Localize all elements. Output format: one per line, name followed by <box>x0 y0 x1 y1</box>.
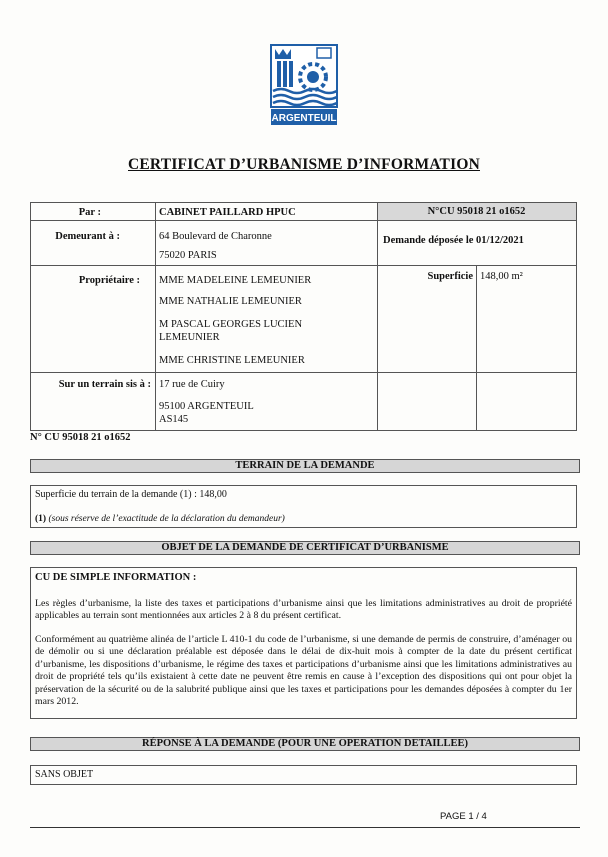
address-line1: 64 Boulevard de Charonne <box>159 231 272 242</box>
cu-number: N°CU 95018 21 o1652 <box>427 206 526 217</box>
objet-section-header: OBJET DE LA DEMANDE DE CERTIFICAT D’URBANISME <box>30 541 580 555</box>
objet-section-box <box>30 567 577 719</box>
demande-deposee: Demande déposée le 01/12/2021 <box>383 235 524 246</box>
superficie-value: 148,00 m² <box>480 271 523 282</box>
terrain-label: Sur un terrain sis à : <box>58 379 151 390</box>
owner-1: MME MADELEINE LEMEUNIER <box>159 275 312 286</box>
terrain-line3: AS145 <box>159 414 189 425</box>
owner-4: MME CHRISTINE LEMEUNIER <box>159 355 305 366</box>
proprietaire-label: Propriétaire : <box>78 275 140 286</box>
logo-text: ARGENTEUIL <box>271 113 337 124</box>
objet-subtitle: CU DE SIMPLE INFORMATION : <box>35 572 197 583</box>
address-line2: 75020 PARIS <box>159 250 217 261</box>
demeurant-label: Demeurant à : <box>55 231 120 242</box>
argenteuil-logo <box>265 43 345 129</box>
reponse-value: SANS OBJET <box>35 769 94 780</box>
terrain-superficie: Superficie du terrain de la demande (1) : 148,00 <box>35 489 227 500</box>
objet-paragraph-1: Les règles d’urbanisme, la liste des taxes et participations d’urbanisme ainsi que les limitations administratives au droit de propriété applicables au terrain sont mentionnées aux articles 2 à 8 du présent certificat. <box>35 598 572 622</box>
terrain-line2: 95100 ARGENTEUIL <box>159 401 254 412</box>
applicant-info-table <box>30 202 577 431</box>
terrain-note: (1) (sous réserve de l’exactitude de la déclaration du demandeur) <box>35 514 285 524</box>
owner-2: MME NATHALIE LEMEUNIER <box>159 296 302 307</box>
reponse-section-box <box>30 765 577 785</box>
terrain-line1: 17 rue de Cuiry <box>159 379 225 390</box>
page-number: PAGE 1 / 4 <box>440 811 487 822</box>
objet-paragraph-2: Conformément au quatrième alinéa de l’article L 410-1 du code de l’urbanisme, si une demande de permis de construire, d’aménager ou de démolir ou si une déclaration préalable est déposée dans le délai de dix-huit mois à compter de la date du présent certificat d’urbanisme, les dispositions d’urbanisme, le régime des taxes et participations d’urbanisme ainsi que les limitations administratives au droit de propriété tels qu’ils existaient à cette date ne peuvent être remis en cause à l’exception des dispositions qui ont pour objet la préservation de la sécurité ou de la salubrité publique ainsi que les taxes et participations pour les demandes déposées à compter du 1er mars 2012. <box>35 634 572 708</box>
owner-3: M PASCAL GEORGES LUCIEN LEMEUNIER <box>159 319 303 343</box>
footer-divider <box>30 827 580 828</box>
reponse-section-header: RÉPONSE À LA DEMANDE (POUR UNE OPERATION DETAILLEE) <box>30 737 580 751</box>
page-title: CERTIFICAT D’URBANISME D’INFORMATION <box>128 156 480 173</box>
par-value: CABINET PAILLARD HPUC <box>159 207 296 218</box>
cu-number-header <box>377 203 576 221</box>
par-label: Par : <box>78 207 101 218</box>
terrain-section-header: TERRAIN DE LA DEMANDE <box>30 459 580 473</box>
superficie-label: Superficie <box>427 271 473 282</box>
cu-number-repeat: N° CU 95018 21 o1652 <box>30 432 131 443</box>
terrain-section-box <box>30 485 577 528</box>
